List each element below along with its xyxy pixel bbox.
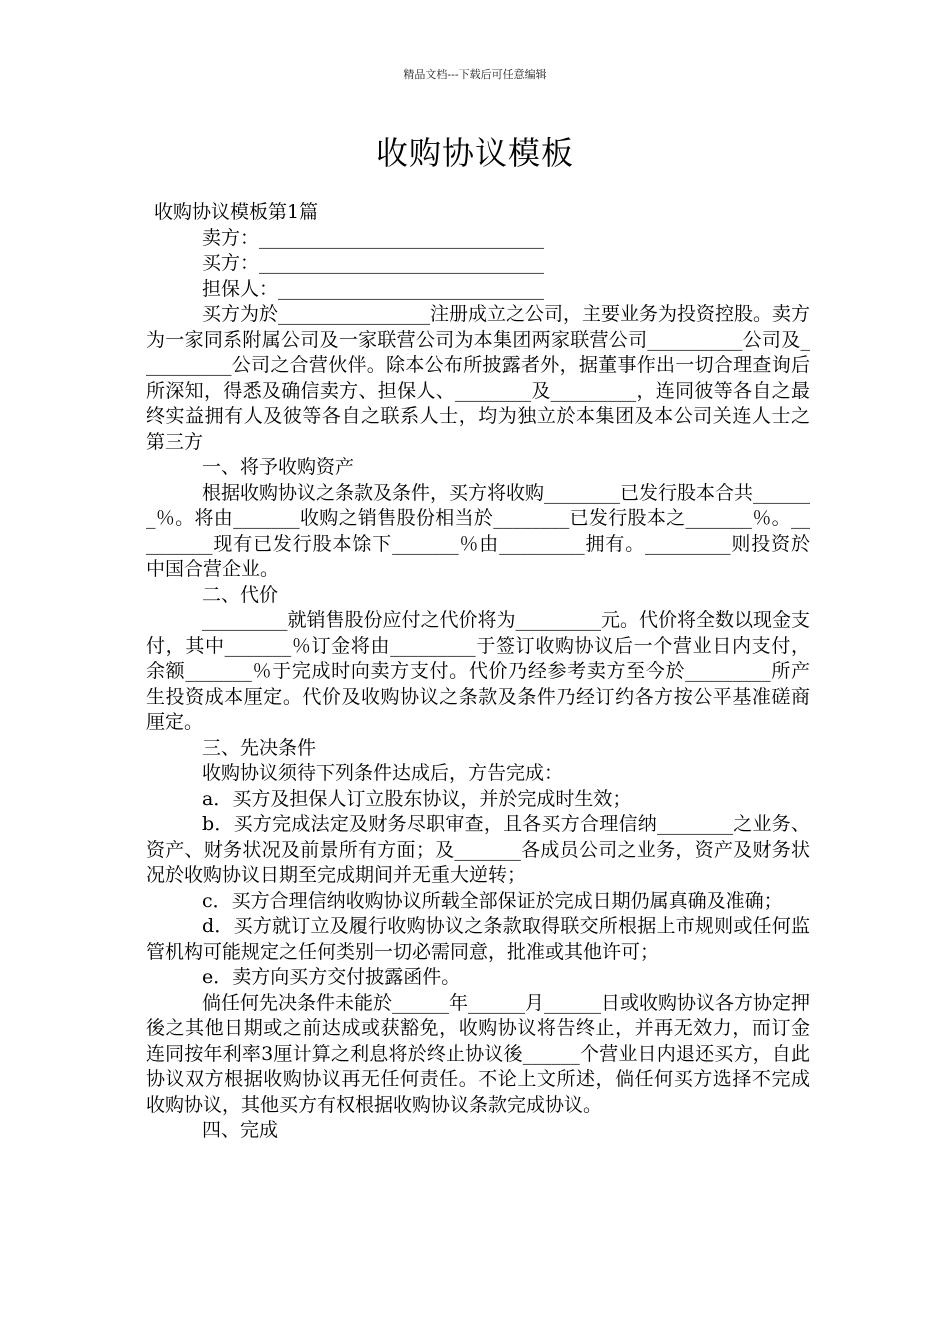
seller-line: 卖方：______________________________ [202, 226, 545, 249]
paragraph-consideration: _________就销售股份应付之代价将为_________元。代价将全数以现金支付，其中_______％订金将由_________于签订收购协议后一个营业日内支付，余额_______％于完成时向卖方支付。代价乃经参考卖方至今於_________所产生投资成本厘定。代价及收购协议之条款及条件乃经订约各方按公平基准磋商厘定。 [146, 609, 811, 733]
condition-a: a．买方及担保人订立股东协议，并於完成时生效； [202, 787, 632, 810]
guarantor-line: 担保人：____________________________ [202, 277, 545, 300]
paragraph-assets: 根据收购协议之条款及条件，买方将收购________已发行股本合共_______％。将由_______收购之销售股份相当於________已发行股本之_______％。_________现有已发行股本馀下_______％由_________拥有。_________则投资於中国合营企业。 [146, 481, 811, 580]
document-title: 收购协议模板 [375, 134, 574, 172]
section-subtitle: 收购协议模板第1篇 [154, 201, 319, 223]
header-note: 精品文档---下载后可任意编辑 [403, 68, 547, 81]
condition-e: e．卖方向买方交付披露函件。 [202, 966, 461, 988]
document-body [146, 200, 810, 1144]
paragraph-conditions-intro: 收购协议须待下列条件达成后，方告完成： [202, 762, 564, 784]
heading-consideration: 二、代价 [202, 583, 279, 606]
condition-b: b．买方完成法定及财务尽职审查，且各买方合理信纳________之业务、资产、财务状况及前景所有方面；及_______各成员公司之业务，资产及财务状况於收购协议日期至完成期间并无重大逆转； [146, 813, 810, 886]
paragraph-intro: 买方为於________________注册成立之公司，主要业务为投资控股。卖方为一家同系附属公司及一家联营公司为本集团两家联营公司__________公司及__________公司之合营伙伴。除本公布所披露者外，据董事作出一切合理查询后所深知，得悉及确信卖方、担保人、________及_________，连同彼等各自之最终实益拥有人及彼等各自之联系人士，均为独立於本集团及本公司关连人士之第三方 [146, 303, 811, 453]
heading-assets: 一、将予收购资产 [202, 456, 355, 478]
condition-c: c．买方合理信纳收购协议所载全部保证於完成日期仍属真确及准确； [202, 889, 783, 912]
heading-conditions: 三、先决条件 [202, 736, 317, 759]
heading-completion: 四、完成 [202, 1119, 279, 1141]
buyer-line: 买方：______________________________ [202, 252, 545, 274]
condition-d: d．买方就订立及履行收购协议之条款取得联交所根据上市规则或任何监管机构可能规定之任何类别一切必需同意，批准或其他许可； [146, 915, 810, 963]
paragraph-termination: 倘任何先决条件未能於______年______月______日或收购协议各方协定押後之其他日期或之前达成或获豁免，收购协议将告终止，并再无效力，而订金连同按年利率3厘计算之利息将於终止协议後______个营业日内退还买方，自此协议双方根据收购协议再无任何责任。不论上文所述，倘任何买方选择不完成收购协议，其他买方有权根据收购协议条款完成协议。 [146, 991, 811, 1116]
